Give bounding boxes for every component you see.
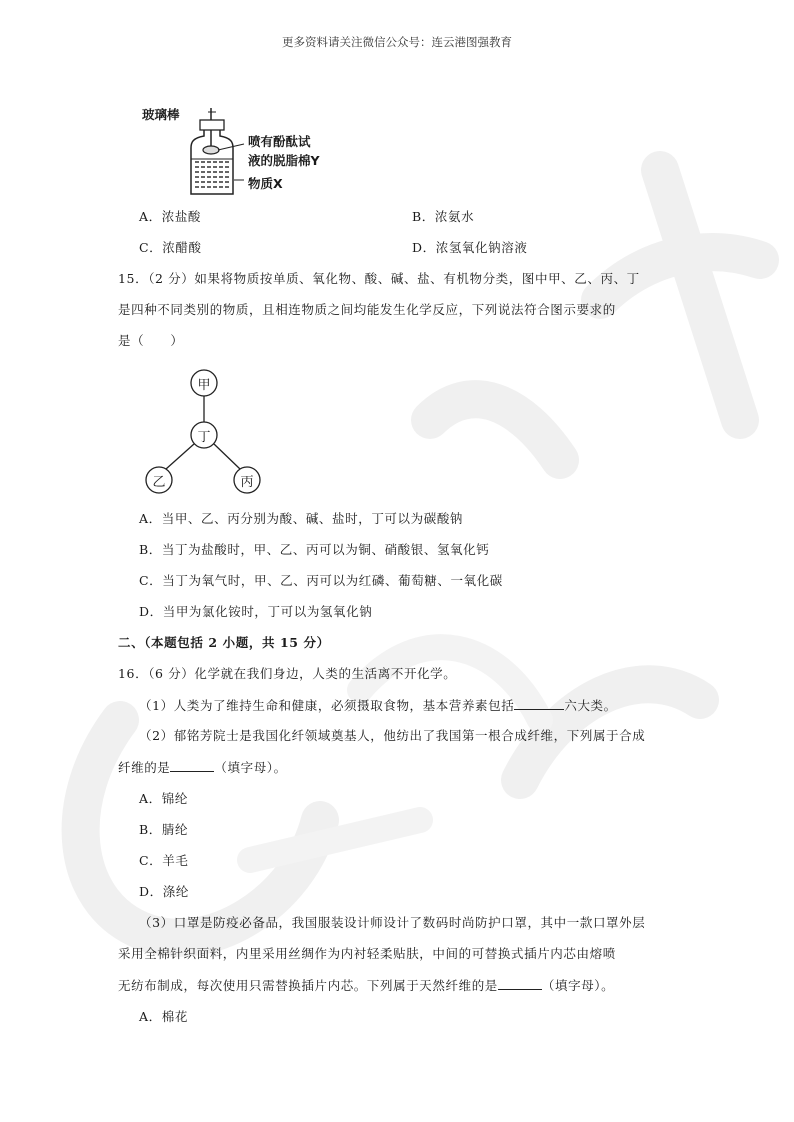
page-header: 更多资料请关注微信公众号：连云港图强教育 — [282, 35, 512, 49]
answer-blank-3[interactable] — [498, 976, 542, 990]
q16-part1-text: （1）人类为了维持生命和健康，必须摄取食物，基本营养素包括 — [139, 698, 515, 713]
node-bing: 丙 — [240, 475, 254, 490]
q16-part3-line2: 采用全棉针织面料，内里采用丝绸作为内衬轻柔贴肤，中间的可替换式插片内芯由熔喷 — [118, 946, 616, 961]
q16-p2-option-b: B．腈纶 — [139, 822, 189, 837]
q16-p2-option-c: C．羊毛 — [139, 853, 189, 868]
q16-part2-tail: （填字母）。 — [214, 760, 287, 775]
q16-part1-tail: 六大类。 — [564, 698, 617, 713]
cotton-label-line1: 喷有酚酞试 — [248, 134, 311, 149]
node-jia: 甲 — [197, 378, 211, 393]
q15-stem-line3: 是（ ） — [118, 333, 184, 348]
cotton-label-line2: 液的脱脂棉Y — [248, 153, 320, 168]
q15-stem-line2: 是四种不同类别的物质，且相连物质之间均能发生化学反应，下列说法符合图示要求的 — [118, 302, 616, 317]
q16-part2-text: 纤维的是 — [118, 760, 171, 775]
answer-blank-1[interactable] — [514, 696, 564, 710]
q14-option-c: C．浓醋酸 — [139, 240, 202, 255]
q16-part3-tail: （填字母）。 — [541, 978, 615, 993]
q16-part3-text: 无纺布制成，每次使用只需替换插片内芯。下列属于天然纤维的是 — [118, 978, 498, 993]
q15-stem-line1: 15．（2 分）如果将物质按单质、氧化物、酸、碱、盐、有机物分类，图中甲、乙、丙、丁 — [118, 271, 640, 286]
rod-label: 玻璃棒 — [142, 107, 180, 122]
q14-option-b: B．浓氨水 — [412, 209, 475, 224]
q16-p2-option-d: D．涤纶 — [139, 884, 189, 899]
q16-part1 — [139, 696, 617, 715]
q15-option-b: B．当丁为盐酸时，甲、乙、丙可以为铜、硝酸银、氢氧化钙 — [139, 542, 490, 557]
substance-label: 物质X — [248, 176, 283, 191]
node-ding: 丁 — [197, 430, 211, 445]
node-yi: 乙 — [152, 475, 166, 490]
q14-option-a: A．浓盐酸 — [139, 209, 202, 224]
q16-part3-line3 — [118, 976, 614, 995]
q16-p3-option-a: A．棉花 — [139, 1009, 188, 1024]
q16-p2-option-a: A．锦纶 — [139, 791, 188, 806]
q14-option-d: D．浓氢氧化钠溶液 — [412, 240, 528, 255]
q15-option-c: C．当丁为氧气时，甲、乙、丙可以为红磷、葡萄糖、一氧化碳 — [139, 573, 503, 588]
q15-option-d: D．当甲为氯化铵时，丁可以为氢氧化钠 — [139, 604, 373, 619]
q16-stem: 16．（6 分）化学就在我们身边，人类的生活离不开化学。 — [118, 666, 457, 681]
q16-part2-line1: （2）郁铭芳院士是我国化纤领域奠基人，他纺出了我国第一根合成纤维，下列属于合成 — [139, 728, 646, 743]
answer-blank-2[interactable] — [170, 758, 214, 772]
q16-part3-line1: （3）口罩是防疫必备品，我国服装设计师设计了数码时尚防护口罩，其中一款口罩外层 — [139, 915, 646, 930]
q16-part2-line2 — [118, 758, 287, 777]
q15-option-a: A．当甲、乙、丙分别为酸、碱、盐时，丁可以为碳酸钠 — [139, 511, 464, 526]
section-heading: 二、（本题包括 2 小题，共 15 分） — [118, 635, 330, 650]
